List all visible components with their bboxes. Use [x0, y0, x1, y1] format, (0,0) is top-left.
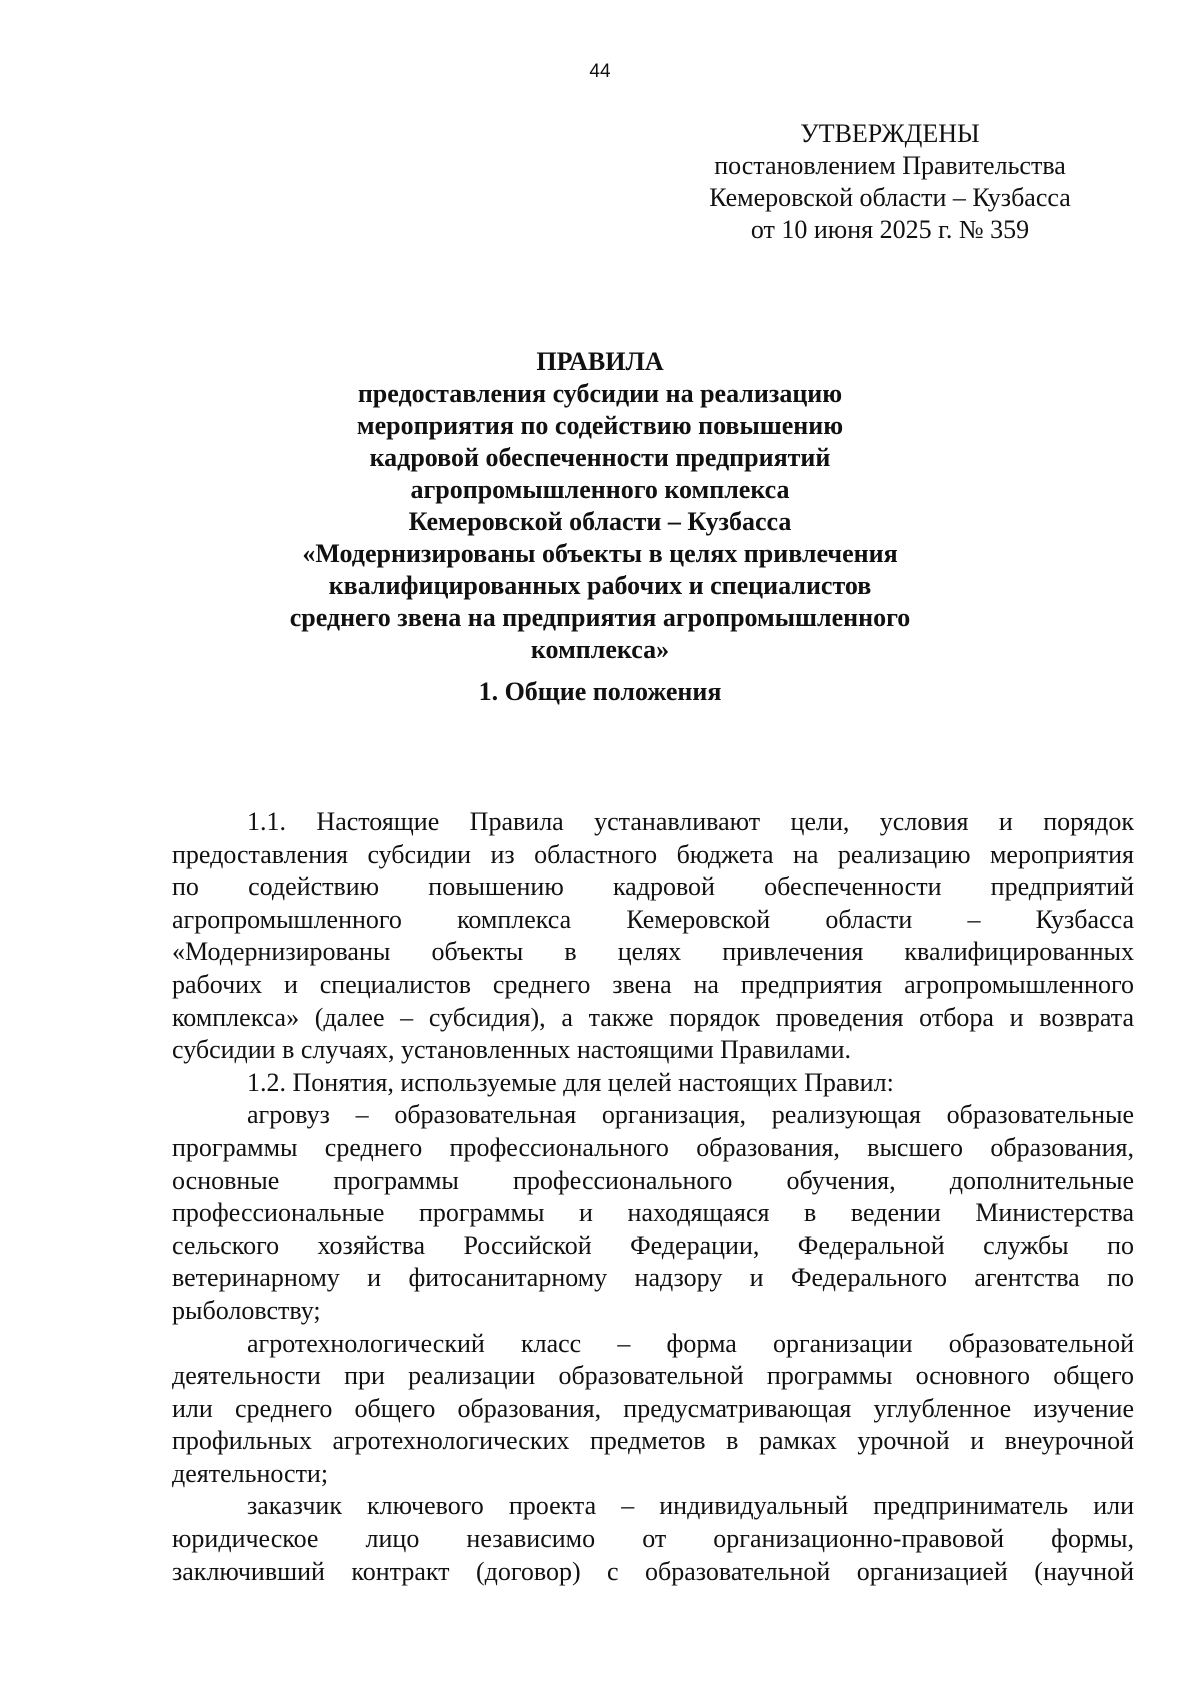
body-line: заключивший контракт (договор) с образовательной организацией (научной: [172, 1556, 1134, 1586]
body-line: «Модернизированы объекты в целях привлечения квалифицированных: [172, 937, 1134, 967]
title-line: квалифицированных рабочих и специалистов: [328, 571, 872, 600]
page-number: 44: [589, 61, 611, 82]
body-line: программы среднего профессионального образования, высшего образования,: [172, 1132, 1134, 1162]
body-line: заказчик ключевого проекта – индивидуальный предприниматель или: [247, 1491, 1134, 1521]
body-line: агротехнологический класс – форма организации образовательной: [247, 1328, 1134, 1358]
body-line: юридическое лицо независимо от организационно-правовой формы,: [172, 1524, 1134, 1554]
body-line: по содействию повышению кадровой обеспеченности предприятий: [172, 872, 1134, 902]
title-line: предоставления субсидии на реализацию: [357, 379, 843, 408]
title-line: «Модернизированы объекты в целях привлечения: [302, 539, 898, 568]
body-line: сельского хозяйства Российской Федерации, Федеральной службы по: [172, 1230, 1134, 1260]
body-line: ветеринарному и фитосанитарному надзору и Федерального агентства по: [172, 1263, 1134, 1293]
document-body: [172, 806, 1134, 1588]
body-line: предоставления субсидии из областного бюджета на реализацию мероприятия: [172, 839, 1134, 869]
title-line: мероприятия по содействию повышению: [356, 411, 844, 440]
title-line: Кемеровской области – Кузбасса: [408, 507, 792, 536]
body-line: рабочих и специалистов среднего звена на предприятия агропромышленного: [172, 969, 1134, 999]
title-line: кадровой обеспеченности предприятий: [369, 443, 831, 472]
approval-stamp: [690, 118, 1090, 246]
body-line: профессиональные программы и находящаяся в ведении Министерства: [172, 1198, 1134, 1228]
body-line: или среднего общего образования, предусматривающая углубленное изучение: [172, 1393, 1134, 1423]
document-title: [200, 346, 1000, 666]
body-line: 1.2. Понятия, используемые для целей настоящих Правил:: [247, 1067, 894, 1097]
approval-line: от 10 июня 2025 г. № 359: [750, 215, 1030, 244]
title-line: комплекса»: [530, 635, 670, 664]
body-line: деятельности;: [172, 1458, 329, 1488]
body-line: комплекса» (далее – субсидия), а также порядок проведения отбора и возврата: [172, 1002, 1134, 1032]
section-title: 1. Общие положения: [478, 677, 722, 706]
body-line: основные программы профессионального обучения, дополнительные: [172, 1165, 1134, 1195]
body-line: субсидии в случаях, установленных настоящими Правилами.: [172, 1035, 852, 1065]
approval-line: УТВЕРЖДЕНЫ: [800, 119, 980, 148]
title-line: агропромышленного комплекса: [410, 475, 790, 504]
body-line: деятельности при реализации образовательной программы основного общего: [172, 1361, 1134, 1391]
body-line: 1.1. Настоящие Правила устанавливают цели, условия и порядок: [247, 807, 1134, 836]
body-line: профильных агротехнологических предметов в рамках урочной и внеурочной: [172, 1426, 1134, 1456]
body-line: агровуз – образовательная организация, реализующая образовательные: [247, 1100, 1134, 1130]
body-line: агропромышленного комплекса Кемеровской области – Кузбасса: [172, 904, 1134, 934]
title-line: среднего звена на предприятия агропромышленного: [289, 603, 911, 632]
body-line: рыболовству;: [172, 1295, 321, 1325]
approval-line: постановлением Правительства: [714, 151, 1066, 180]
approval-line: Кемеровской области – Кузбасса: [709, 183, 1071, 212]
title-heading: ПРАВИЛА: [536, 347, 664, 376]
